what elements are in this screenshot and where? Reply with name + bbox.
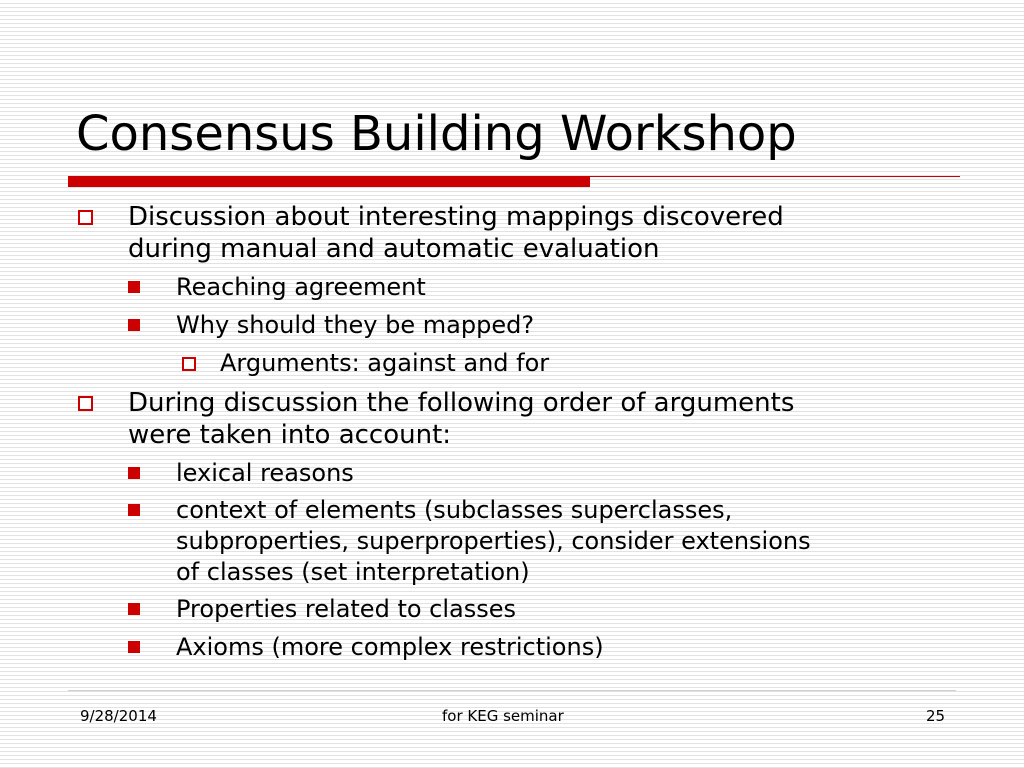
filled-square-bullet-icon [128,319,140,331]
bullet-line: Arguments: against and for [220,349,550,377]
hollow-square-bullet-icon [78,396,93,411]
bullet-line: During discussion the following order of arguments [128,388,795,418]
filled-square-bullet-icon [128,504,140,516]
bullet-line: of classes (set interpretation) [176,558,530,586]
bullet-line: subproperties, superproperties), consider extensions [176,527,811,555]
title-underline-thin [590,176,960,177]
bullet-line: Axioms (more complex restrictions) [176,633,604,661]
footer-date: 9/28/2014 [80,707,157,725]
bullet-item [176,632,604,663]
bullet-item [176,458,354,489]
bullet-item [128,387,794,451]
hollow-square-bullet-icon [78,210,93,225]
filled-square-bullet-icon [128,281,140,293]
bullet-line: Reaching agreement [176,273,426,301]
hollow-square-bullet-icon [182,357,196,371]
footer-divider [68,690,956,691]
bullet-item [176,310,534,341]
bullet-line: lexical reasons [176,459,354,487]
bullet-line: were taken into account: [128,420,452,450]
bullet-item [176,495,811,588]
bullet-item [176,594,516,625]
bullet-line: Properties related to classes [176,595,517,623]
filled-square-bullet-icon [128,603,140,615]
bullet-item [128,201,784,265]
slide-title: Consensus Building Workshop [76,106,797,162]
filled-square-bullet-icon [128,467,140,479]
bullet-line: context of elements (subclasses superclasses, [176,496,733,524]
bullet-line: during manual and automatic evaluation [128,234,660,264]
bullet-line: Why should they be mapped? [176,311,535,339]
footer-text: for KEG seminar [442,707,564,725]
bullet-line: Discussion about interesting mappings discovered [128,202,784,232]
filled-square-bullet-icon [128,641,140,653]
bullet-item [220,348,549,379]
bullet-item [176,272,426,303]
slide-number: 25 [926,707,946,725]
title-underline-thick [68,176,590,187]
